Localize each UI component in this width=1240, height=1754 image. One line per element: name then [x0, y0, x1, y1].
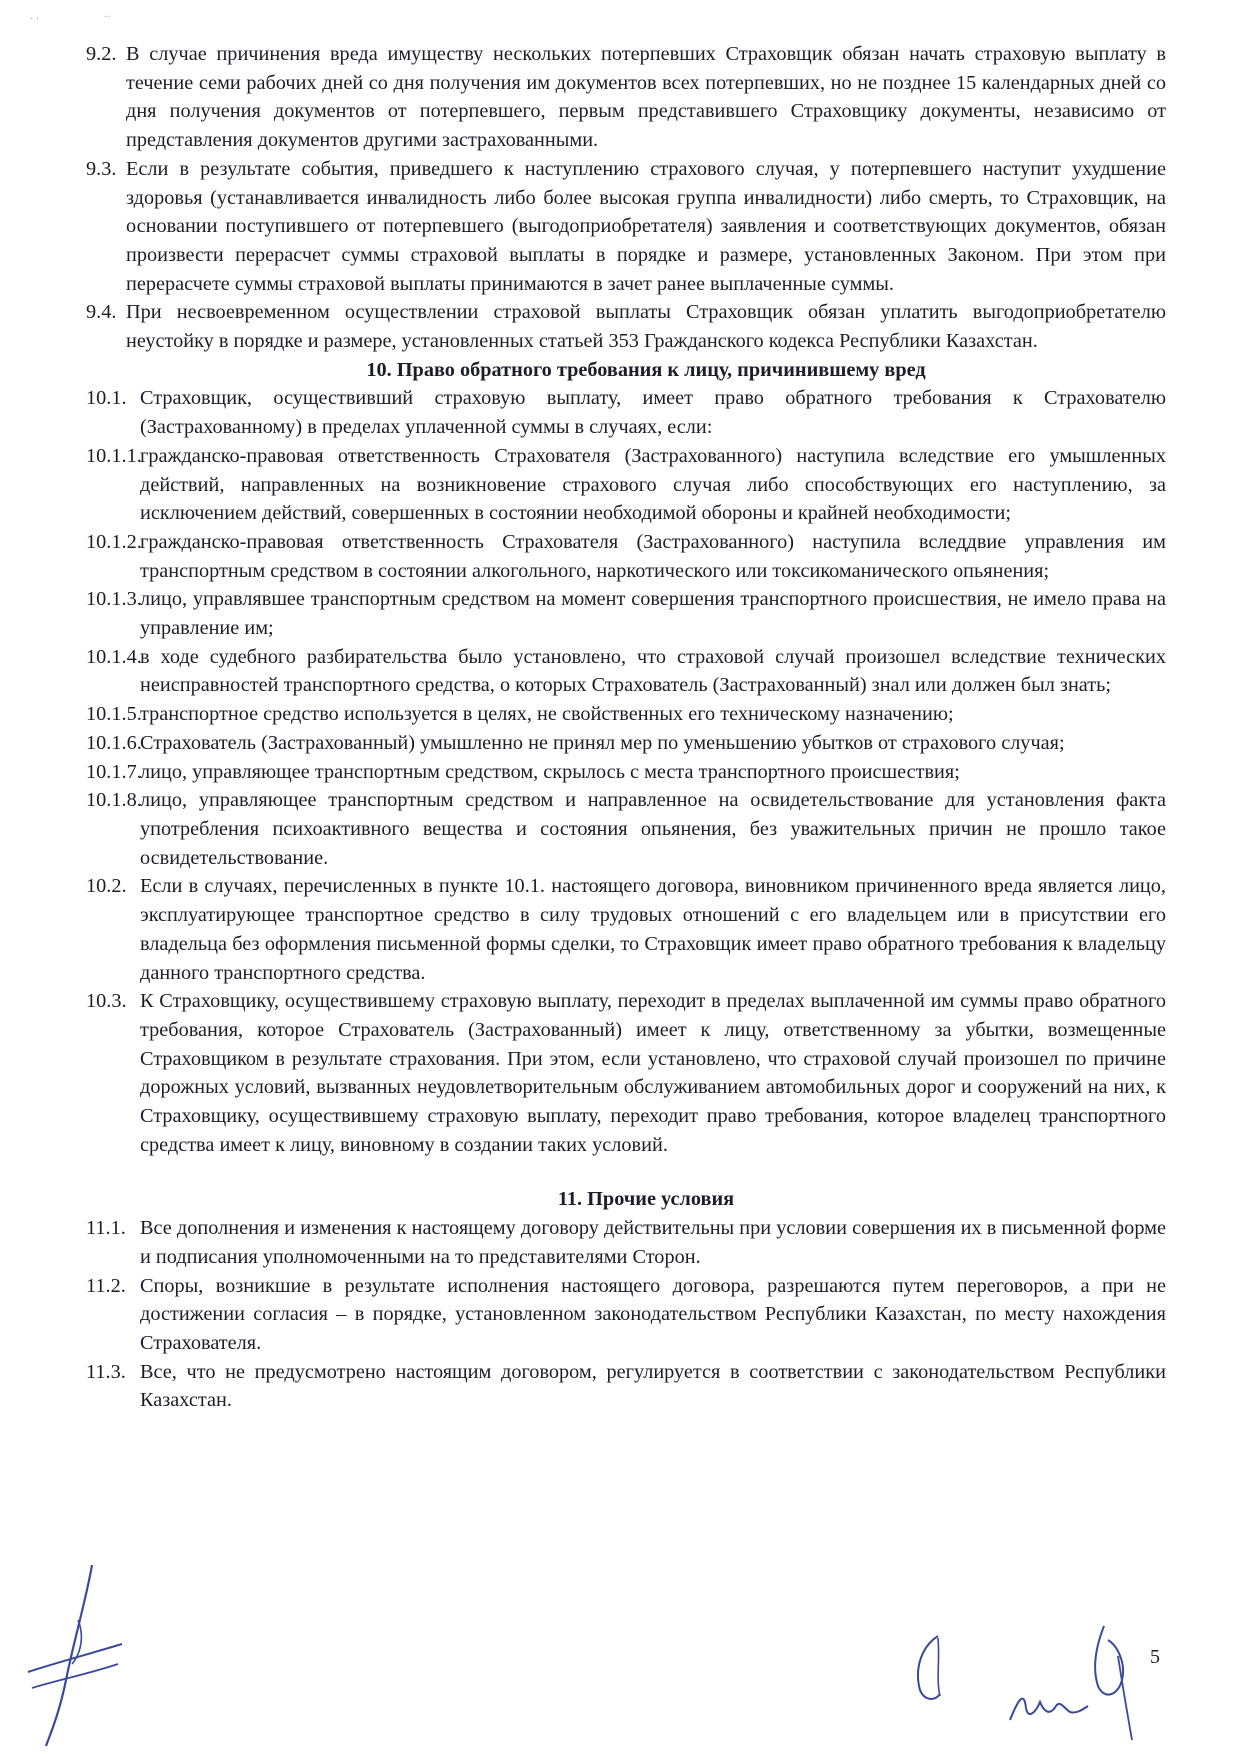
- document-text: [86, 40, 1166, 1415]
- clause-10-1-2: [86, 528, 1166, 585]
- clause-number: 10.3.: [86, 990, 127, 1013]
- page-number: 5: [1150, 1646, 1160, 1668]
- clause-number: 9.3.: [86, 157, 117, 180]
- clause-text: гражданско-правовая ответственность Страхователя (Застрахованного) наступила вследствие его умышленных действий, направленных на возникновение страхового случая либо способствующих его наступлению, за исключением действий, совершенных в состоянии необходимой обороны и крайней необходимости;: [140, 444, 1166, 525]
- clause-text: лицо, управляющее транспортным средством и направленное на освидетельствование для установления факта употребления психоактивного вещества и состояния опьянения, без уважительных причин не прошло такое освидетельствование.: [140, 789, 1166, 869]
- clause-number: 10.1.7.: [86, 760, 142, 783]
- section-11-heading: 11. Прочие условия: [557, 1188, 735, 1211]
- clause-number: 10.1.5.: [86, 703, 142, 726]
- clause-11-1: [86, 1214, 1166, 1271]
- clause-text: Страхователь (Застрахованный) умышленно не принял мер по уменьшению убытков от страхового случая;: [140, 731, 1065, 754]
- clause-text: лицо, управляющее транспортным средством, скрылось с места транспортного происшествия;: [140, 760, 960, 783]
- clause-number: 9.2.: [86, 43, 117, 65]
- signature-left: [22, 1560, 132, 1750]
- clause-number: 10.2.: [86, 875, 127, 898]
- clause-11-3: [86, 1358, 1166, 1415]
- clause-number: 10.1.3.: [86, 588, 142, 611]
- clause-number: 11.1.: [86, 1217, 126, 1240]
- clause-number: 10.1.2.: [86, 530, 142, 553]
- clause-10-1-1: [86, 442, 1166, 528]
- clause-10-1-3: [86, 585, 1166, 642]
- clause-9-4: [86, 298, 1166, 355]
- section-10-heading: 10. Право обратного требования к лицу, причинившему вред: [366, 358, 926, 381]
- clause-text: Споры, возникшие в результате исполнения настоящего договора, разрешаются путем переговоров, а при не достижении согласия – в порядке, установленном законодательством Республики Казахстан, по месту нахождения Страхователя.: [140, 1274, 1166, 1354]
- clause-text: Страховщик, осуществивший страховую выплату, имеет право обратного требования к Страхователю (Застрахованному) в пределах уплаченной суммы в случаях, если:: [140, 387, 1166, 439]
- clause-number: 10.1.6.: [86, 731, 142, 754]
- clause-10-2: [86, 872, 1166, 987]
- clause-text: Если в случаях, перечисленных в пункте 10.1. настоящего договора, виновником причиненного вреда является лицо, эксплуатирующее транспортное средство в силу трудовых отношений с его владельцем или в присутствии его владельца без оформления письменной формы сделки, то Страховщик имеет право обратного требования к владельцу данного транспортного средства.: [140, 875, 1166, 984]
- clause-10-1-4: [86, 643, 1166, 700]
- clause-10-1-7: [86, 758, 1166, 787]
- clause-number: 10.1.4.: [86, 645, 142, 668]
- clause-text: В случае причинения вреда имуществу нескольких потерпевших Страховщик обязан начать страховую выплату в течение семи рабочих дней со дня получения им документов всех потерпевших, но не позднее 15 календарных дней со дня получения документов от потерпевшего, первым представившего Страховщику документы, независимо от представления документов другими застрахованными.: [126, 43, 1166, 152]
- clause-text: К Страховщику, осуществившему страховую выплату, переходит в пределах выплаченной им суммы право обратного требования, которое Страхователь (Застрахованный) имеет к лицу, ответственному за убытки, возмещенные Страховщиком в результате страхования. При этом, если установлено, что страховой случай произошел по причине дорожных условий, вызванных неудовлетворительным обслуживанием автомобильных дорог и сооружений на них, к Страховщику, осуществившему страховую выплату, переходит право требования, которое владелец транспортного средства имеет к лицу, виновному в создании таких условий.: [140, 990, 1166, 1156]
- clause-10-1: [86, 384, 1166, 441]
- scan-speck: · ·: [30, 14, 40, 25]
- clause-10-1-6: [86, 729, 1166, 758]
- clause-number: 9.4.: [86, 301, 117, 324]
- clause-number: 11.3.: [86, 1360, 126, 1383]
- clause-9-2: [86, 40, 1166, 155]
- clause-11-2: [86, 1272, 1166, 1358]
- clause-10-1-5: [86, 700, 1166, 729]
- clause-text: Все дополнения и изменения к настоящему договору действительны при условии совершения их в письменной форме и подписания уполномоченными на то представителями Сторон.: [140, 1217, 1166, 1268]
- clause-text: Все, что не предусмотрено настоящим договором, регулируется в соответствии с законодательством Республики Казахстан.: [140, 1360, 1166, 1412]
- scan-speck: ··: [104, 12, 111, 23]
- signature-right: [1000, 1616, 1150, 1746]
- clause-number: 10.1.1.: [86, 444, 142, 467]
- clause-number: 11.2.: [86, 1274, 126, 1297]
- clause-9-3: [86, 155, 1166, 299]
- clause-text: в ходе судебного разбирательства было установлено, что страховой случай произошел вследствие технических неисправностей транспортного средства, о которых Страхователь (Застрахованный) знал или должен был знать;: [140, 645, 1166, 697]
- clause-text: лицо, управлявшее транспортным средством на момент совершения транспортного происшествия, не имело права на управление им;: [140, 588, 1166, 640]
- clause-text: Если в результате события, приведшего к наступлению страхового случая, у потерпевшего наступит ухудшение здоровья (устанавливается инвалидность либо более высокая группа инвалидности) либо смерть, то Страховщик, на основании поступившего от потерпевшего (выгодоприобретателя) заявления и соответствующих документов, обязан произвести перерасчет суммы страховой выплаты в порядке и размере, установленных Законом. При этом при перерасчете суммы страховой выплаты принимаются в зачет ранее выплаченные суммы.: [126, 157, 1166, 295]
- clause-text: гражданско-правовая ответственность Страхователя (Застрахованного) наступила вследдвие управления им транспортным средством в состоянии алкогольного, наркотического или токсикоманического опьянения;: [140, 530, 1166, 582]
- clause-number: 10.1.8.: [86, 789, 142, 812]
- clause-10-3: [86, 987, 1166, 1159]
- signature-mark: [900, 1630, 960, 1710]
- clause-number: 10.1.: [86, 387, 127, 410]
- clause-text: При несвоевременном осуществлении страховой выплаты Страховщик обязан уплатить выгодоприобретателю неустойку в порядке и размере, установленных статьей 353 Гражданского кодекса Республики Казахстан.: [126, 301, 1166, 353]
- clause-text: транспортное средство используется в целях, не свойственных его техническому назначению;: [140, 703, 954, 726]
- clause-10-1-8: [86, 786, 1166, 872]
